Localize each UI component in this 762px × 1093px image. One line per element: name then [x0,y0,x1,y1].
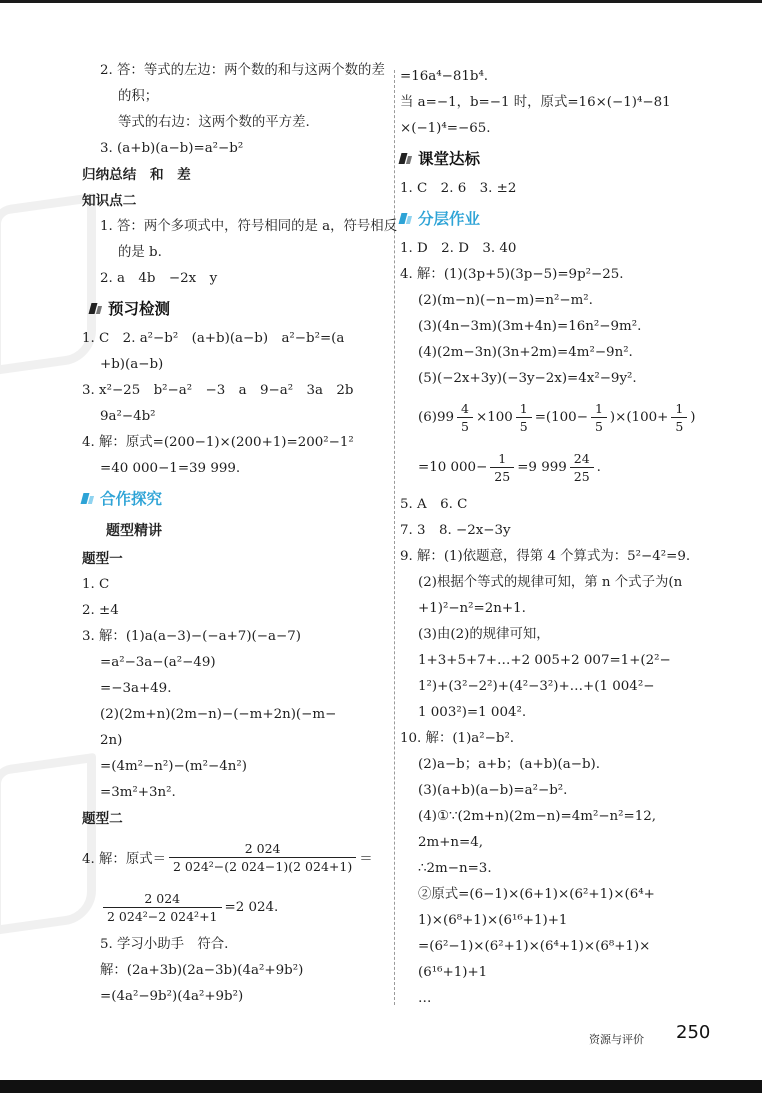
fraction [103,890,222,925]
answer-line: 的是 b. [118,245,162,260]
answer-line: ∴2m−n=3. [418,861,492,876]
numerator: 24 [570,450,594,468]
fraction [671,400,687,435]
denominator: 2 024²−(2 024−1)(2 024+1) [173,858,353,874]
numerator: 1 [516,400,532,418]
answer-line: +1)²−n²=2n+1. [418,601,526,616]
answer-line: 10. 解：(1)a²−b². [400,731,515,746]
section-title: 分层作业 [418,210,481,228]
summary-heading: 归纳总结 和 差 [82,167,191,183]
denominator: 25 [494,468,511,484]
fraction-equation [400,392,720,442]
answer-line: 5. 学习小助手 符合. [100,937,229,952]
answer-line: (2)(m−n)(−n−m)=n²−m². [418,293,593,308]
answer-line: 5. A 6. C [400,497,468,512]
answer-line: 9. 解：(1)依题意，得第 4 个算式为：5²−4²=9. [400,549,691,564]
equation-text: =2 024. [224,899,279,915]
answer-line: =(6²−1)×(6²+1)×(6⁴+1)×(6⁸+1)× [418,939,651,954]
answer-line: 3. x²−25 b²−a² −3 a 9−a² 3a 2b [82,383,354,398]
section-title: 合作探究 [100,490,163,508]
answer-line: 3. (a+b)(a−b)=a²−b² [100,141,244,156]
answer-line: 解：(2a+3b)(2a−3b)(4a²+9b²) [100,963,304,978]
answer-line: 4. 解：(1)(3p+5)(3p−5)=9p²−25. [400,267,624,282]
equation-text: ) [690,409,696,425]
fraction [490,450,514,485]
section-marker-icon [90,302,104,316]
fraction [591,400,607,435]
answer-line: =3m²+3n². [100,785,176,800]
type-heading: 题型一 [82,551,123,567]
answer-line: (2)根据个等式的规律可知，第 n 个式子为(n [418,575,683,590]
numerator: 1 [591,400,607,418]
section-marker-icon [82,492,96,506]
answer-line: 1+3+5+7+…+2 005+2 007=1+(2²− [418,653,671,668]
answer-line: =16a⁴−81b⁴. [400,69,489,84]
answer-line: =a²−3a−(a²−49) [100,655,216,670]
equation-text: 4. 解：原式＝ [82,851,166,867]
equation-text: (6)99 [418,409,455,425]
answer-line: (2)(2m+n)(2m−n)−(−m+2n)(−m− [100,707,337,722]
left-column [82,58,398,1010]
section-heading-layer [400,202,720,236]
answer-line: (5)(−2x+3y)(−3y−2x)=4x²−9y². [418,371,637,386]
right-column [400,64,720,1012]
fraction [516,400,532,435]
numerator: 2 024 [103,890,222,908]
answer-line: 2. ±4 [82,603,119,618]
section-heading-class [400,142,720,176]
answer-line: 1. D 2. D 3. 40 [400,241,517,256]
answer-line: =(4m²−n²)−(m²−4n²) [100,759,247,774]
answer-line: =40 000−1=39 999. [100,461,241,476]
answer-line: (3)由(2)的规律可知， [418,627,550,642]
answer-line: 2. a 4b −2x y [100,271,218,286]
answer-line: 1. C 2. 6 3. ±2 [400,181,517,196]
answer-line: 1. C [82,577,110,592]
answer-line: … [418,991,432,1006]
footer-label: 资源与评价 [589,1033,644,1046]
answer-line: 的积； [118,89,159,104]
bottom-bar [0,1080,762,1093]
answer-line: 2m+n=4, [418,835,484,850]
denominator: 5 [461,418,469,434]
answer-line: 3. 解：(1)a(a−3)−(−a+7)(−a−7) [82,629,301,644]
answer-line: 1. C 2. a²−b² (a+b)(a−b) a²−b²=(a [82,331,345,346]
answer-line: (3)(a+b)(a−b)=a²−b². [418,783,568,798]
top-rule [0,0,762,3]
type-heading: 题型二 [82,811,123,827]
answer-line: (4)(2m−3n)(3n+2m)=4m²−9n². [418,345,633,360]
denominator: 5 [594,418,603,434]
answer-line: (6¹⁶+1)+1 [418,965,488,980]
equation-text: =(100− [534,409,588,425]
answer-line: (2)a−b；a+b；(a+b)(a−b). [418,757,601,772]
answer-line: =−3a+49. [100,681,172,696]
answer-line: 1. 答：两个多项式中，符号相同的是 a，符号相反 [100,219,398,234]
equation-text: ×100 [475,409,513,425]
answer-line: ②原式=(6−1)×(6+1)×(6²+1)×(6⁴+ [418,887,655,902]
section-marker-icon [400,152,414,166]
denominator: 5 [675,418,684,434]
numerator: 2 024 [169,840,356,858]
fraction-equation [82,832,387,882]
section-marker-icon [400,212,414,226]
fraction [457,400,473,435]
answer-line: +b)(a−b) [100,357,164,372]
section-heading-coop [82,482,387,516]
equation-text: ＝ [359,851,373,867]
column-divider [394,70,395,1005]
answer-line: 等式的右边：这两个数的平方差. [118,115,310,130]
answer-line: 9a²−4b² [100,409,156,424]
answer-line: =(4a²−9b²)(4a²+9b²) [100,989,244,1004]
fraction-equation [82,882,387,932]
section-title: 课堂达标 [418,150,481,168]
denominator: 5 [519,418,528,434]
answer-line: 2n) [100,733,123,748]
numerator: 4 [457,400,473,418]
answer-line: (4)①∵(2m+n)(2m−n)=4m²−n²=12, [418,809,657,824]
section-title: 预习检测 [108,300,171,318]
answer-line: 2. 答：等式的左边：两个数的和与这两个数的差 [100,63,385,78]
numerator: 1 [671,400,687,418]
denominator: 25 [573,468,590,484]
denominator: 2 024²−2 024²+1 [107,908,218,924]
answer-line: 1)×(6⁸+1)×(6¹⁶+1)+1 [418,913,568,928]
fraction [570,450,594,485]
answer-line: 1²)+(3²−2²)+(4²−3²)+…+(1 004²− [418,679,655,694]
equation-text: )×(100+ [609,409,669,425]
answer-line: (3)(4n−3m)(3m+4n)=16n²−9m². [418,319,642,334]
answer-line: 7. 3 8. −2x−3y [400,523,511,538]
answer-line: 1 003²)=1 004². [418,705,527,720]
equation-text: =10 000− [418,459,488,475]
page-number: 250 [676,1022,711,1043]
equation-text: =9 999 [517,459,567,475]
answer-line: 4. 解：原式=(200−1)×(200+1)=200²−1² [82,435,354,450]
answer-line: ×(−1)⁴=−65. [400,121,491,136]
fraction-equation [400,442,720,492]
subsection-heading: 题型精讲 [106,523,162,539]
numerator: 1 [490,450,514,468]
equation-text: . [596,459,601,475]
fraction [169,840,356,875]
knowledge-point-heading: 知识点二 [82,193,137,209]
section-heading-preview [82,292,387,326]
answer-line: 当 a=−1，b=−1 时，原式=16×(−1)⁴−81 [400,95,671,110]
